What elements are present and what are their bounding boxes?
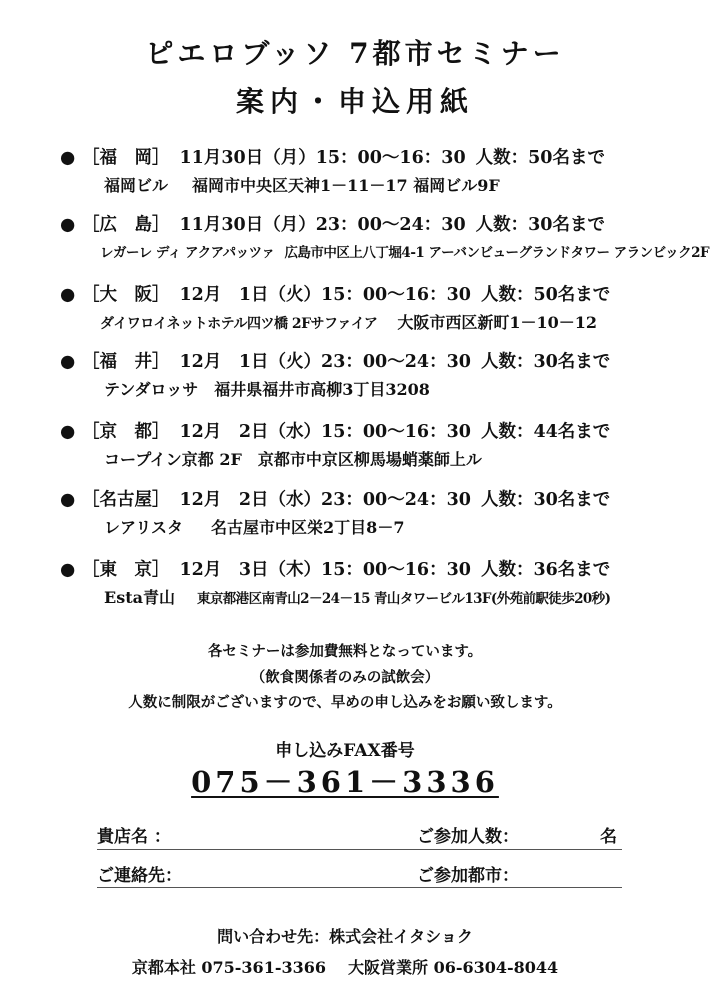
event-address: 名古屋市中区栄2丁目8－7 — [211, 518, 405, 537]
event-address: 京都市中京区柳馬場蛸薬師上ル — [257, 450, 482, 469]
event-capacity: 人数：50名まで — [475, 148, 605, 168]
event-address: 東京都港区南青山2－24－15 青山タワービル13F(外苑前駅徒歩20秒) — [196, 591, 611, 607]
event-item-nagoya — [60, 488, 700, 540]
fax-label: 申し込みFAX番号 — [275, 741, 415, 761]
event-address: 広島市中区上八丁堀4-1 アーバンビューグランドタワー アランビック2F — [284, 245, 710, 261]
contact-info-label: ご連絡先： — [97, 866, 182, 886]
event-capacity: 人数：30名まで — [480, 352, 611, 372]
event-venue: Esta青山 — [104, 588, 175, 607]
event-address: 大阪市西区新町1－10－12 — [397, 313, 597, 332]
event-region: ［広 島］ — [82, 215, 170, 235]
contact-offices — [0, 955, 690, 978]
event-region: ［福 井］ — [82, 352, 170, 372]
form-line-contact[interactable] — [97, 887, 622, 888]
event-venue: コープイン京都 2F — [104, 450, 242, 469]
page-subtitle: 案内・申込用紙 — [235, 85, 474, 118]
bullet-icon: ● — [60, 560, 76, 580]
page-title: ピエロブッソ 7都市セミナー — [145, 37, 565, 70]
note-trade-only: （飲食関係者のみの試飲会） — [250, 669, 440, 686]
kyoto-office-phone: 京都本社 075-361-3366 — [131, 958, 326, 977]
event-capacity: 人数：36名まで — [480, 560, 611, 580]
event-region: ［京 都］ — [82, 422, 170, 442]
event-datetime: 12月 2日（水）23：00～24：30 — [179, 490, 471, 510]
fax-number-text: 075－361－3336 — [191, 765, 499, 799]
event-item-hiroshima — [60, 213, 710, 265]
event-region: ［大 阪］ — [82, 285, 170, 305]
event-region: ［名古屋］ — [82, 490, 170, 510]
event-venue: レガーレ ディ アクアパッツァ — [100, 245, 275, 261]
event-datetime: 12月 1日（火）23：00～24：30 — [179, 352, 471, 372]
bullet-icon: ● — [60, 422, 76, 442]
event-address: 福井県福井市高柳3丁目3208 — [214, 380, 430, 399]
bullet-icon: ● — [60, 148, 76, 168]
event-datetime: 11月30日（月）15：00～16：30 — [179, 148, 466, 168]
event-venue: レアリスタ — [104, 518, 184, 537]
note-limited-capacity: 人数に制限がございますので、早めの申し込みをお願い致します。 — [128, 694, 562, 711]
event-address: 福岡市中央区天神1－11－17 福岡ビル9F — [192, 176, 500, 195]
event-capacity: 人数：30名まで — [475, 215, 605, 235]
event-venue: 福岡ビル — [104, 176, 169, 195]
event-item-fukui — [60, 350, 700, 402]
event-datetime: 12月 2日（水）15：00～16：30 — [179, 422, 471, 442]
bullet-icon: ● — [60, 285, 76, 305]
fax-number — [0, 760, 690, 801]
event-venue: テンダロッサ — [104, 380, 199, 399]
event-item-osaka — [60, 283, 700, 336]
store-name-label: 貴店名 ： — [97, 827, 171, 847]
event-venue: ダイワロイネットホテル四ツ橋 2Fサファイア — [100, 316, 378, 332]
form-line-store[interactable] — [97, 849, 622, 850]
bullet-icon: ● — [60, 215, 76, 235]
event-region: ［福 岡］ — [82, 148, 170, 168]
bullet-icon: ● — [60, 490, 76, 510]
event-capacity: 人数：50名まで — [480, 285, 611, 305]
event-item-fukuoka — [60, 146, 700, 198]
event-datetime: 12月 1日（火）15：00～16：30 — [179, 285, 471, 305]
event-region: ［東 京］ — [82, 560, 170, 580]
event-capacity: 人数：30名まで — [480, 490, 611, 510]
note-free-admission: 各セミナーは参加費無料となっています。 — [207, 643, 483, 660]
event-datetime: 11月30日（月）23：00～24：30 — [179, 215, 466, 235]
event-datetime: 12月 3日（木）15：00～16：30 — [179, 560, 471, 580]
event-item-tokyo — [60, 558, 700, 611]
attendees-unit: 名 — [600, 827, 617, 847]
contact-company: 問い合わせ先：株式会社イタショク — [217, 927, 473, 946]
event-capacity: 人数：44名まで — [480, 422, 611, 442]
bullet-icon: ● — [60, 352, 76, 372]
osaka-office-phone: 大阪営業所 06-6304-8044 — [348, 958, 559, 977]
event-item-kyoto — [60, 420, 700, 472]
attendees-label: ご参加人数： — [417, 827, 519, 847]
city-label: ご参加都市： — [417, 866, 519, 886]
